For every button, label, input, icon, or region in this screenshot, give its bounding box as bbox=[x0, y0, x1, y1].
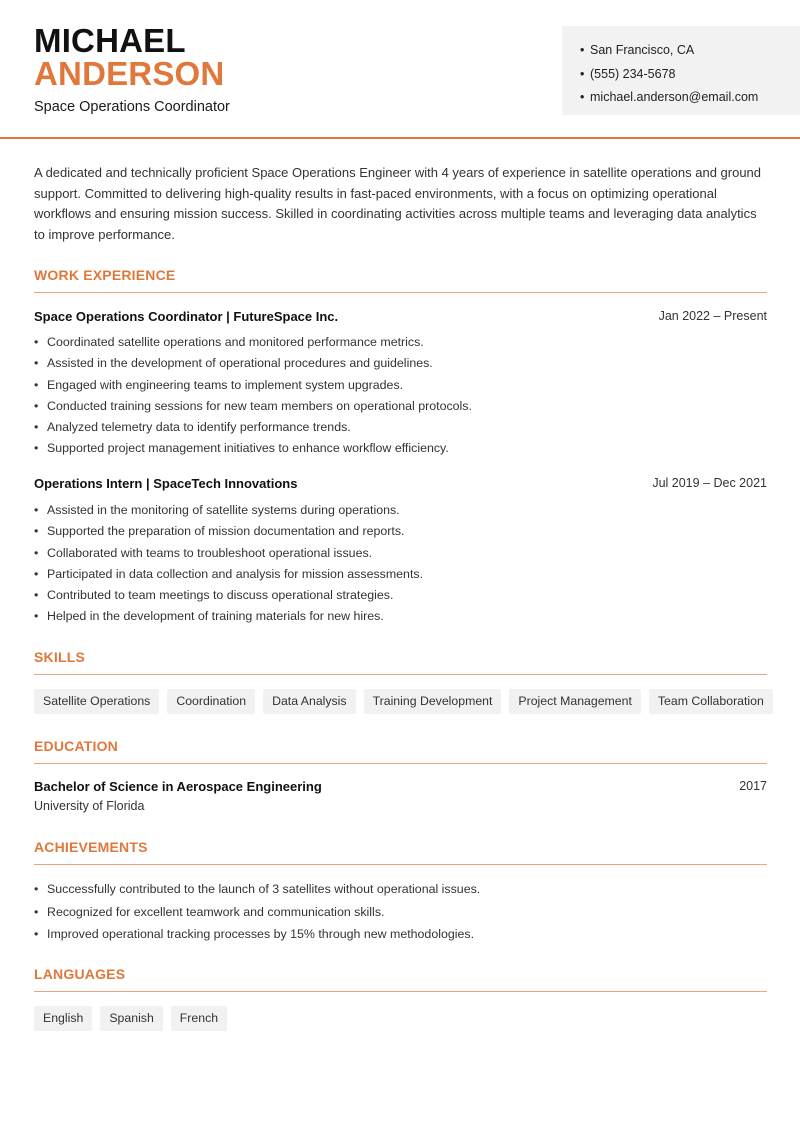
list-item: • Conducted training sessions for new team members on operational protocols. bbox=[34, 396, 769, 417]
job-dates: Jan 2022 – Present bbox=[658, 309, 767, 323]
skill-tag: Team Collaboration bbox=[649, 689, 773, 714]
job-bullets bbox=[34, 500, 769, 628]
list-item: • Improved operational tracking processes by 15% through new methodologies. bbox=[34, 923, 769, 946]
language-tag: Spanish bbox=[100, 1006, 162, 1031]
section-title-languages: LANGUAGES bbox=[34, 966, 767, 992]
skills-tags bbox=[34, 689, 773, 714]
list-item: • Helped in the development of training materials for new hires. bbox=[34, 606, 769, 627]
achievements-list bbox=[34, 878, 769, 946]
language-tag: French bbox=[171, 1006, 227, 1031]
education-school: University of Florida bbox=[34, 799, 145, 813]
last-name: ANDERSON bbox=[34, 55, 225, 92]
job-heading: Space Operations Coordinator | FutureSpace Inc. bbox=[34, 309, 339, 324]
summary-paragraph: A dedicated and technically proficient Space Operations Engineer with 4 years of experience in satellite operations and ground support. Committed to delivering high-quality results in fast-paced environments, with a focus on optimizing operational workflows and ensuring mission success. Skilled in coordinating activities across multiple teams and leveraging data analytics to improve performance. bbox=[34, 165, 762, 243]
list-item: • Analyzed telemetry data to identify performance trends. bbox=[34, 417, 769, 438]
resume-header bbox=[0, 0, 800, 139]
contact-box bbox=[562, 26, 800, 115]
job-role: Space Operations Coordinator bbox=[34, 99, 230, 115]
section-title-education: EDUCATION bbox=[34, 738, 767, 764]
language-tags bbox=[34, 1006, 227, 1031]
contact-email: • michael.anderson@email.com bbox=[580, 86, 758, 110]
section-title-skills: SKILLS bbox=[34, 649, 767, 675]
list-item: • Assisted in the monitoring of satellite systems during operations. bbox=[34, 500, 769, 521]
skill-tag: Project Management bbox=[509, 689, 640, 714]
list-item: • Participated in data collection and analysis for mission assessments. bbox=[34, 564, 769, 585]
skill-tag: Training Development bbox=[364, 689, 502, 714]
language-tag: English bbox=[34, 1006, 92, 1031]
list-item: • Collaborated with teams to troubleshoot operational issues. bbox=[34, 543, 769, 564]
job-bullets bbox=[34, 332, 769, 460]
first-name: MICHAEL bbox=[34, 22, 186, 59]
education-degree: Bachelor of Science in Aerospace Engineering bbox=[34, 779, 322, 794]
list-item: • Successfully contributed to the launch of 3 satellites without operational issues. bbox=[34, 878, 769, 901]
list-item: • Supported project management initiatives to enhance workflow efficiency. bbox=[34, 438, 769, 459]
contact-list bbox=[580, 39, 758, 110]
contact-phone: • (555) 234-5678 bbox=[580, 63, 758, 87]
list-item: • Coordinated satellite operations and monitored performance metrics. bbox=[34, 332, 769, 353]
section-title-achievements: ACHIEVEMENTS bbox=[34, 839, 767, 865]
skill-tag: Coordination bbox=[167, 689, 255, 714]
skill-tag: Data Analysis bbox=[263, 689, 356, 714]
education-year: 2017 bbox=[739, 779, 767, 793]
list-item: • Supported the preparation of mission documentation and reports. bbox=[34, 521, 769, 542]
job-dates: Jul 2019 – Dec 2021 bbox=[652, 476, 767, 490]
list-item: • Assisted in the development of operational procedures and guidelines. bbox=[34, 353, 769, 374]
section-title-work: WORK EXPERIENCE bbox=[34, 267, 767, 293]
list-item: • Engaged with engineering teams to implement system upgrades. bbox=[34, 375, 769, 396]
list-item: • Contributed to team meetings to discuss operational strategies. bbox=[34, 585, 769, 606]
list-item: • Recognized for excellent teamwork and communication skills. bbox=[34, 901, 769, 924]
skill-tag: Satellite Operations bbox=[34, 689, 159, 714]
job-heading: Operations Intern | SpaceTech Innovations bbox=[34, 476, 298, 491]
contact-location: • San Francisco, CA bbox=[580, 39, 758, 63]
